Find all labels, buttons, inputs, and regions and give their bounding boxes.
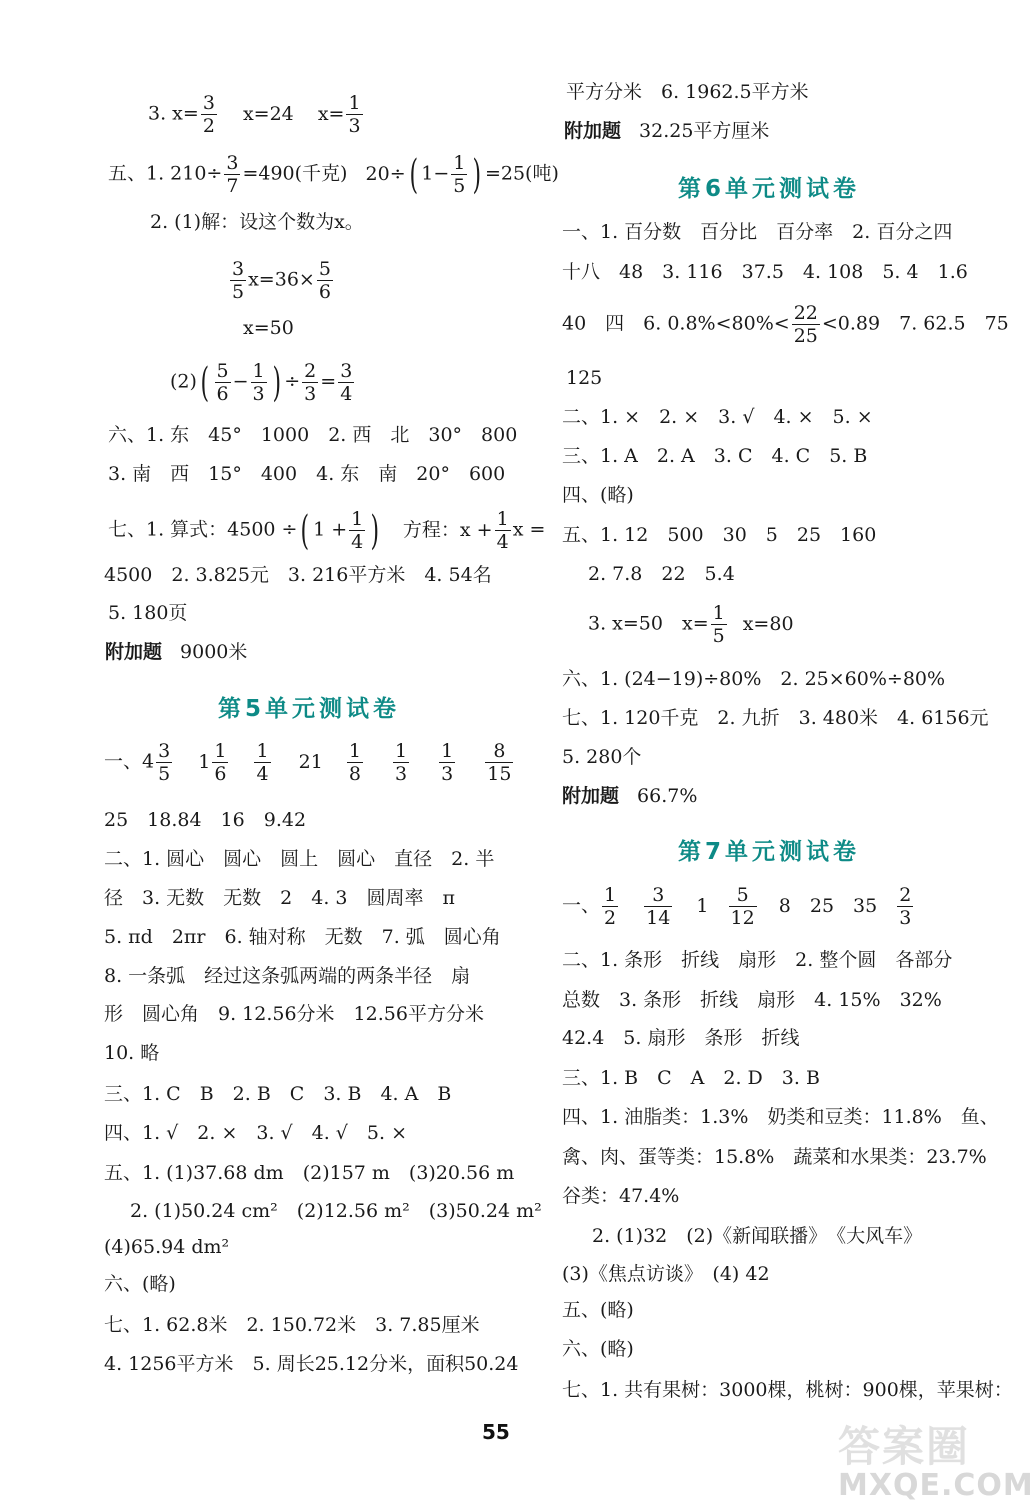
unit5-line-4: 径 3. 无数 无数 2 4. 3 圆周率 π xyxy=(104,887,455,909)
unit6-line-7: 四、(略) xyxy=(562,484,634,506)
unit5-line-9: 三、1. C B 2. B C 3. B 4. A B xyxy=(104,1083,452,1105)
unit5-line-3: 二、1. 圆心 圆心 圆上 圆心 直径 2. 半 xyxy=(104,848,495,870)
left-line-2: 五、1. 210÷ $\frac{3}{7}$ =490(千克) 20÷( 1− $\frac{1}{5}$ ) =25(吨) xyxy=(108,151,559,198)
left-line-12: 附加题 9000米 xyxy=(105,641,248,663)
unit6-line-11: 六、1. (24−19)÷80% 2. 25×60%÷80% xyxy=(562,668,946,690)
unit5-line-1: 一、4 $\frac{3}{5}$ 1 $\frac{1}{6}$ $\frac{1}{4}$ 21 $\frac{1}{8}$ $\frac{1}{3}$ $\frac{1}{3}$ $\frac{8}{15}$ xyxy=(104,740,512,785)
unit6-line-13: 5. 280个 xyxy=(562,746,642,768)
unit6-line-10: 3. x=50 x= $\frac{1}{5}$ x=80 xyxy=(588,602,794,647)
unit6-line-5: 二、1. × 2. × 3. √ 4. × 5. × xyxy=(562,406,873,428)
unit7-line-7: 禽、肉、蛋等类：15.8% 蔬菜和水果类：23.7% xyxy=(562,1146,987,1168)
unit6-line-1: 一、1. 百分数 百分比 百分率 2. 百分之四 xyxy=(562,221,953,243)
unit5-line-12: 2. (1)50.24 cm² (2)12.56 m² (3)50.24 m² xyxy=(130,1200,542,1222)
unit5-line-6: 8. 一条弧 经过这条弧两端的两条半径 扇 xyxy=(104,965,471,987)
unit5-line-13: (4)65.94 dm² xyxy=(104,1236,230,1258)
unit6-heading: 第6单元测试卷 xyxy=(678,176,861,202)
unit7-heading: 第7单元测试卷 xyxy=(678,839,861,865)
unit7-line-3: 总数 3. 条形 折线 扇形 4. 15% 32% xyxy=(562,989,942,1011)
left-line-9: 七、1. 算式：4500 ÷( 1 + $\frac{1}{4}$ ) 方程：x + $\frac{1}{4}$ x = xyxy=(108,507,546,554)
left-line-11: 5. 180页 xyxy=(108,602,188,624)
unit7-line-6: 四、1. 油脂类：1.3% 奶类和豆类：11.8% 鱼、 xyxy=(562,1106,999,1128)
left-line-6: (2)( $\frac{5}{6}$ − $\frac{1}{3}$ ) ÷ $\frac{2}{3}$ = $\frac{3}{4}$ xyxy=(170,359,353,406)
unit5-line-8: 10. 略 xyxy=(104,1042,160,1064)
unit7-line-2: 二、1. 条形 折线 扇形 2. 整个圆 各部分 xyxy=(562,949,953,971)
unit6-line-4: 125 xyxy=(566,367,603,389)
unit7-line-4: 42.4 5. 扇形 条形 折线 xyxy=(562,1027,800,1049)
left-line-3: 2. (1)解：设这个数为x。 xyxy=(150,211,364,233)
unit6-line-3: 40 四 6. 0.8%<80%< $\frac{22}{25}$ <0.89 7. 62.5 75 xyxy=(562,302,1009,347)
unit7-line-1: 一、 $\frac{1}{2}$ $\frac{3}{14}$ 1 $\frac{5}{12}$ 8 25 35 $\frac{2}{3}$ xyxy=(562,884,912,929)
unit5-heading: 第5单元测试卷 xyxy=(218,696,401,722)
unit6-line-6: 三、1. A 2. A 3. C 4. C 5. B xyxy=(562,445,868,467)
left-line-8: 3. 南 西 15° 400 4. 东 南 20° 600 xyxy=(108,463,506,485)
left-line-4: $\frac{3}{5}$ x=36× $\frac{5}{6}$ xyxy=(232,258,331,303)
unit5-line-14: 六、(略) xyxy=(104,1273,176,1295)
unit5-line-5: 5. πd 2πr 6. 轴对称 无数 7. 弧 圆心角 xyxy=(104,926,501,948)
left-line-7: 六、1. 东 45° 1000 2. 西 北 30° 800 xyxy=(108,424,518,446)
unit7-line-9: 2. (1)32 (2)《新闻联播》 《大风车》 xyxy=(592,1225,923,1247)
watermark-logo: 答案圈 xyxy=(838,1422,971,1471)
unit6-line-12: 七、1. 120千克 2. 九折 3. 480米 4. 6156元 xyxy=(562,707,989,729)
left-line-10: 4500 2. 3.825元 3. 216平方米 4. 54名 xyxy=(104,564,492,586)
unit5-line-16: 4. 1256平方米 5. 周长25.12分米，面积50.24 xyxy=(104,1353,519,1375)
unit5-line-11: 五、1. (1)37.68 dm (2)157 m (3)20.56 m xyxy=(104,1162,515,1184)
unit6-line-14: 附加题 66.7% xyxy=(562,785,698,807)
page-number: 55 xyxy=(482,1420,510,1444)
unit6-line-8: 五、1. 12 500 30 5 25 160 xyxy=(562,524,877,546)
unit5-line-2: 25 18.84 16 9.42 xyxy=(104,809,307,831)
unit7-line-10: (3)《焦点访谈》 (4) 42 xyxy=(562,1263,770,1285)
unit6-line-2: 十八 48 3. 116 37.5 4. 108 5. 4 1.6 xyxy=(562,261,968,283)
watermark-url: MXQE.COM xyxy=(838,1468,1034,1503)
unit7-line-12: 六、(略) xyxy=(562,1338,634,1360)
unit7-line-5: 三、1. B C A 2. D 3. B xyxy=(562,1067,820,1089)
right-line-1: 平方分米 6. 1962.5平方米 xyxy=(566,81,809,103)
right-line-2: 附加题 32.25平方厘米 xyxy=(564,120,770,142)
unit6-line-9: 2. 7.8 22 5.4 xyxy=(588,563,735,585)
left-line-5: x=50 xyxy=(243,317,294,339)
unit5-line-7: 形 圆心角 9. 12.56分米 12.56平方分米 xyxy=(104,1003,484,1025)
left-line-1: 3. x= $\frac{3}{2}$ x=24 x= $\frac{1}{3}$ xyxy=(148,92,361,137)
unit7-line-13: 七、1. 共有果树：3000棵，桃树：900棵，苹果树： xyxy=(562,1379,1013,1401)
unit5-line-15: 七、1. 62.8米 2. 150.72米 3. 7.85厘米 xyxy=(104,1314,480,1336)
unit5-line-10: 四、1. √ 2. × 3. √ 4. √ 5. × xyxy=(104,1122,407,1144)
unit7-line-8: 谷类：47.4% xyxy=(562,1185,680,1207)
unit7-line-11: 五、(略) xyxy=(562,1299,634,1321)
